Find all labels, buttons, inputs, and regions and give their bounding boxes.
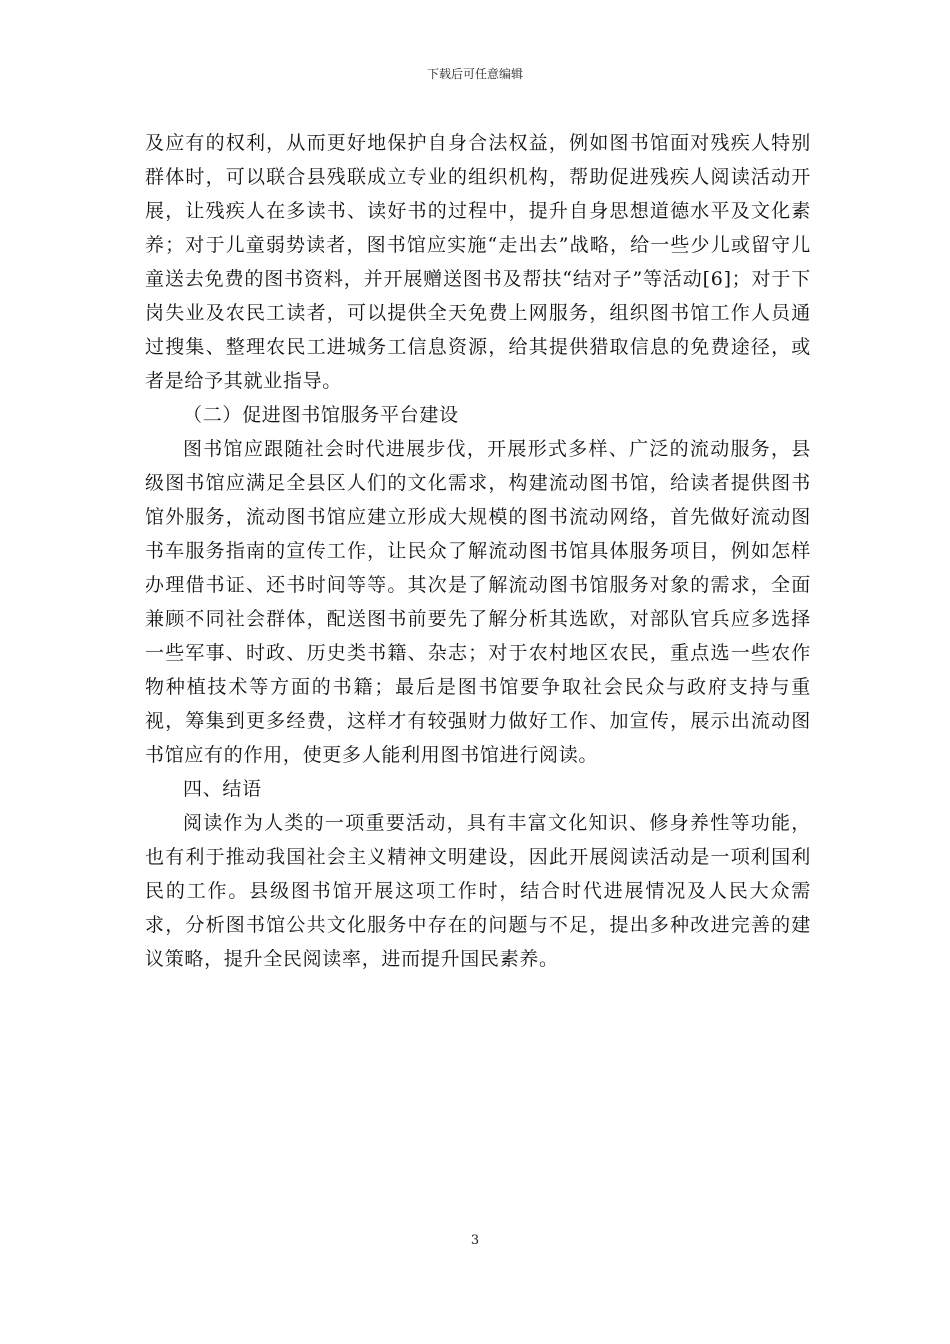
section-heading-service-platform: （二）促进图书馆服务平台建设 xyxy=(183,404,459,426)
section-heading-conclusion: 四、结语 xyxy=(183,778,262,800)
page-number: 3 xyxy=(470,1233,480,1248)
page-header: 下载后可任意编辑 xyxy=(426,67,523,81)
paragraph-rights-protection: 及应有的权利，从而更好地保护自身合法权益，例如图书馆面对残疾人特别群体时，可以联合县残联成立专业的组织机构，帮助促进残疾人阅读活动开展，让残疾人在多读书、读好书的过程中，提升自身思想道德水平及文化素养；对于儿童弱势读者，图书馆应实施“走出去”战略，给一些少儿或留守儿童送去免费的图书资料，并开展赠送图书及帮扶“结对子”等活动[6]；对于下岗失业及农民工读者，可以提供全天免费上网服务，组织图书馆工作人员通过搜集、整理农民工进城务工信息资源，给其提供猎取信息的免费途径，或者是给予其就业指导。 xyxy=(145,132,811,392)
document-body xyxy=(145,126,811,976)
paragraph-conclusion: 阅读作为人类的一项重要活动，具有丰富文化知识、修身养性等功能，也有利于推动我国社会主义精神文明建设，因此开展阅读活动是一项利国利民的工作。县级图书馆开展这项工作时，结合时代进展情况及人民大众需求，分析图书馆公共文化服务中存在的问题与不足，提出多种改进完善的建议策略，提升全民阅读率，进而提升国民素养。 xyxy=(145,812,811,970)
paragraph-mobile-library: 图书馆应跟随社会时代进展步伐，开展形式多样、广泛的流动服务，县级图书馆应满足全县区人们的文化需求，构建流动图书馆，给读者提供图书馆外服务，流动图书馆应建立形成大规模的图书流动网络，首先做好流动图书车服务指南的宣传工作，让民众了解流动图书馆具体服务项目，例如怎样办理借书证、还书时间等等。其次是了解流动图书馆服务对象的需求，全面兼顾不同社会群体，配送图书前要先了解分析其选欧，对部队官兵应多选择一些军事、时政、历史类书籍、杂志；对于农村地区农民，重点选一些农作物种植技术等方面的书籍；最后是图书馆要争取社会民众与政府支持与重视，筹集到更多经费，这样才有较强财力做好工作、加宣传，展示出流动图书馆应有的作用，使更多人能利用图书馆进行阅读。 xyxy=(145,438,811,766)
